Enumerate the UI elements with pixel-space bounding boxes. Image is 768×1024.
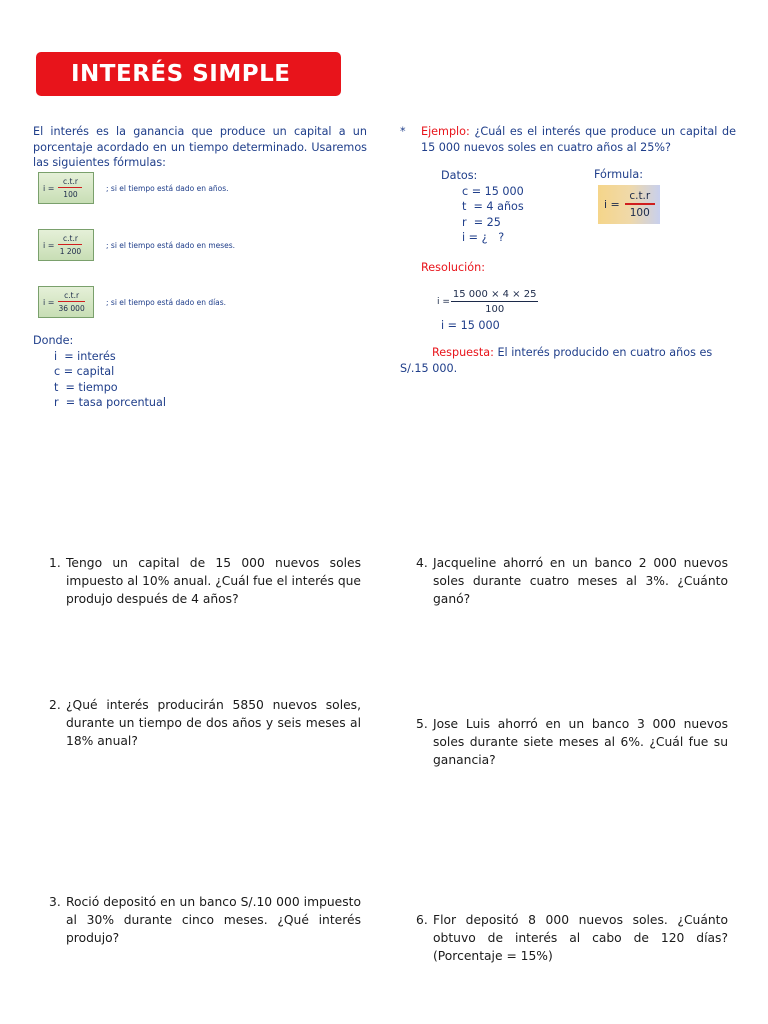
formula-lhs: i = [43,240,55,250]
example-question [400,124,736,155]
calc-denominator: 100 [485,304,505,315]
formula-numerator: c.t.r [63,234,78,243]
problem-number: 6. [416,913,428,927]
problem-item [49,893,361,948]
example-label: Ejemplo: [421,125,470,138]
variable-c: c = capital [54,365,115,378]
example-formula-box [598,185,660,224]
variable-i: i = interés [54,349,116,363]
problem-number: 5. [416,717,428,731]
problem-item [416,715,728,770]
datum-t: t = 4 años [462,200,524,213]
problem-text: Flor depositó 8 000 nuevos soles. ¿Cuánto obtuvo de interés al cabo de 120 días? (Porcentaje = 15%) [433,913,728,964]
problem-text: Jacqueline ahorró en un banco 2 000 nuevos soles durante cuatro meses al 3%. ¿Cuánto ganó? [433,556,728,607]
problem-text: Tengo un capital de 15 000 nuevos soles impuesto al 10% anual. ¿Cuál fue el interés que produjo después de 4 años? [66,556,361,607]
formula-fraction [625,190,655,219]
calc-result: i = 15 000 [441,319,500,332]
formula-denominator: 36 000 [58,304,85,313]
page-title-text: INTERÉS SIMPLE [71,61,291,87]
datum-c: c = 15 000 [462,184,524,198]
calculation [437,289,538,315]
problem-item [416,911,728,966]
formula-denominator: 1 200 [59,247,82,256]
formula-fraction [58,234,82,256]
bullet-star: * [400,125,406,138]
variable-r: r = tasa porcentual [54,396,166,409]
formula-note: ; si el tiempo está dado en meses. [106,240,236,250]
page-title [36,52,341,96]
formula-months [38,229,235,261]
datos-label: Datos: [441,169,478,182]
formula-box [38,286,94,318]
problem-item [49,696,361,751]
answer [400,345,736,376]
example-block [400,124,736,155]
problem-item [416,554,728,609]
formula-box [38,229,94,261]
calc-numerator: 15 000 × 4 × 25 [452,289,537,300]
formula-lhs: i = [604,198,620,211]
formula-note: ; si el tiempo está dado en años. [106,183,229,193]
formula-numerator: c.t.r [629,190,651,203]
formula-note: ; si el tiempo está dado en días. [106,297,227,307]
formula-fraction [58,291,84,313]
problem-item [49,554,361,609]
problem-text: ¿Qué interés producirán 5850 nuevos soles, durante un tiempo de dos años y seis meses al 18% anual? [66,698,361,749]
problem-number: 4. [416,556,428,570]
formula-numerator: c.t.r [64,291,80,300]
variables-legend [33,333,166,411]
example-question-text: ¿Cuál es el interés que produce un capital de 15 000 nuevos soles en cuatro años al 25%? [421,125,736,154]
intro-paragraph: El interés es la ganancia que produce un capital a un porcentaje acordado en un tiempo determinado. Usaremos las siguientes fórmulas: [33,125,367,169]
formula-numerator: c.t.r [63,177,78,186]
formula-label: Fórmula: [594,168,644,181]
given-data [441,168,524,246]
formula-lhs: i = [43,183,55,193]
formula-fraction [58,177,82,199]
problem-number: 3. [49,895,61,909]
variable-t: t = tiempo [54,380,118,394]
resolution-label: Resolución: [421,261,485,274]
formula-days [38,286,226,318]
problem-text: Roció depositó en un banco S/.10 000 impuesto al 30% durante cinco meses. ¿Qué interés produjo? [66,895,361,946]
formula-denominator: 100 [629,206,650,219]
problem-number: 2. [49,698,61,712]
formula-denominator: 100 [63,190,78,199]
donde-label: Donde: [33,334,74,347]
calc-fraction [451,289,539,315]
formula-years [38,172,229,204]
formula-lhs: i = [43,297,55,307]
datum-i: i = ¿ ? [462,231,505,244]
datum-r: r = 25 [462,215,501,229]
problem-text: Jose Luis ahorró en un banco 3 000 nuevos soles durante siete meses al 6%. ¿Cuál fue su ganancia? [433,717,728,768]
answer-text: El interés producido en cuatro años es S/.15 000. [400,346,713,375]
problem-number: 1. [49,556,61,570]
answer-label: Respuesta: [432,346,494,359]
calc-lhs: i = [437,297,450,307]
formula-box [38,172,94,204]
